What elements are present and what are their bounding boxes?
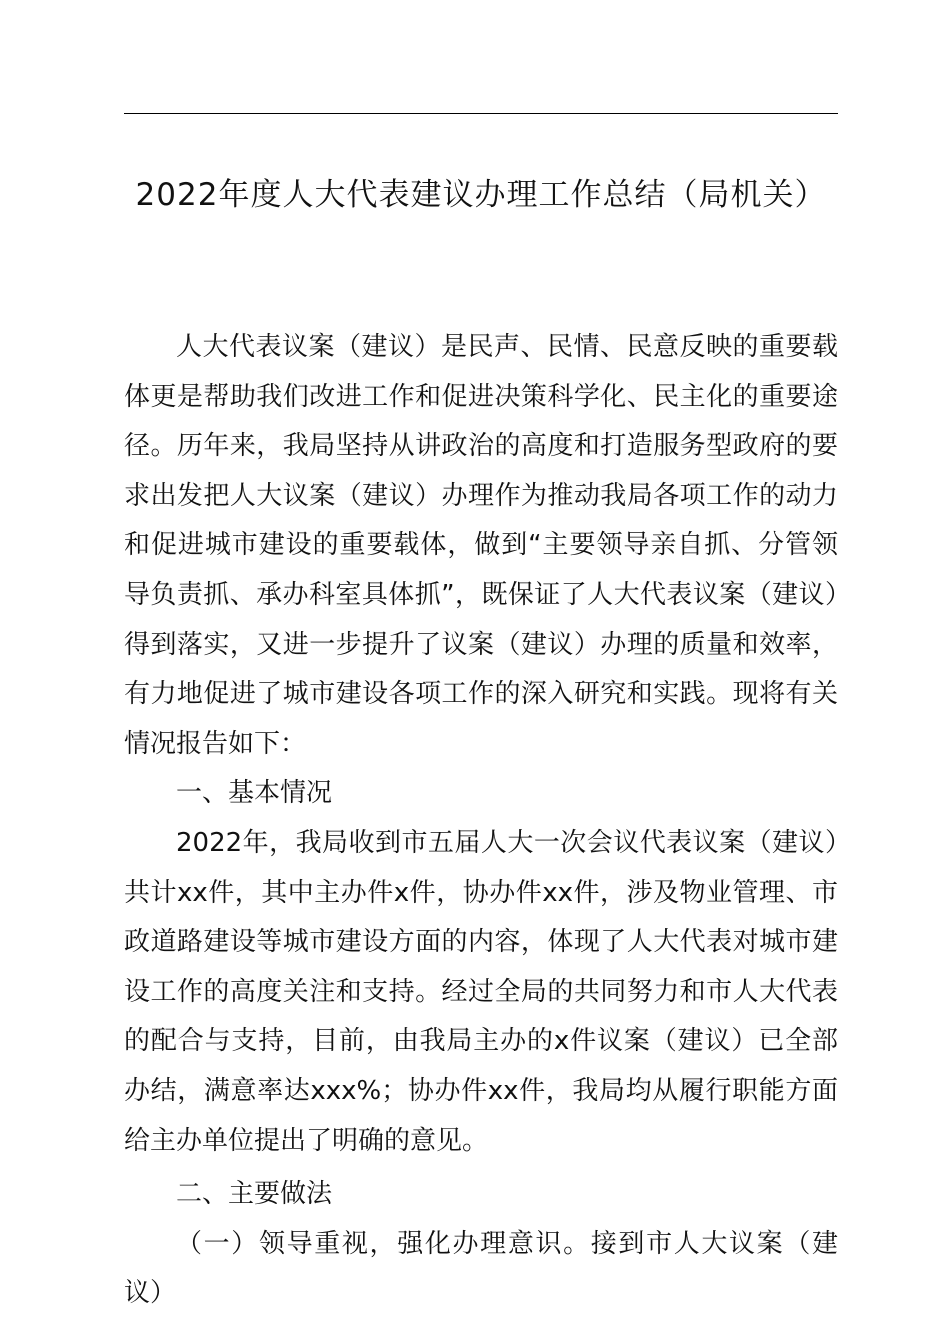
- header-rule: [124, 113, 838, 114]
- document-body: [124, 323, 838, 1319]
- intro-paragraph: 人大代表议案（建议）是民声、民情、民意反映的重要载体更是帮助我们改进工作和促进决策科学化、民主化的重要途径。历年来，我局坚持从讲政治的高度和打造服务型政府的要求出发把人大议案（建议）办理作为推动我局各项工作的动力和促进城市建设的重要载体，做到“主要领导亲自抓、分管领导负责抓、承办科室具体抓”，既保证了人大代表议案（建议）得到落实，又进一步提升了议案（建议）办理的质量和效率，有力地促进了城市建设各项工作的深入研究和实践。现将有关情况报告如下：: [124, 332, 838, 759]
- methods-paragraph-1: （一）领导重视，强化办理意识。接到市人大议案（建议）: [124, 1228, 838, 1309]
- document-title: 2022年度人大代表建议办理工作总结（局机关）: [135, 177, 827, 213]
- section-heading-basic: 一、基本情况: [176, 778, 333, 809]
- basic-situation-paragraph: 2022年，我局收到市五届人大一次会议代表议案（建议）共计xx件，其中主办件x件，协办件xx件，涉及物业管理、市政道路建设等城市建设方面的内容，体现了人大代表对城市建设工作的高度关注和支持。经过全局的共同努力和市人大代表的配合与支持，目前，由我局主办的x件议案（建议）已全部办结，满意率达xxx%；协办件xx件，我局均从履行职能方面给主办单位提出了明确的意见。: [124, 827, 838, 1156]
- section-heading-methods: 二、主要做法: [176, 1179, 333, 1210]
